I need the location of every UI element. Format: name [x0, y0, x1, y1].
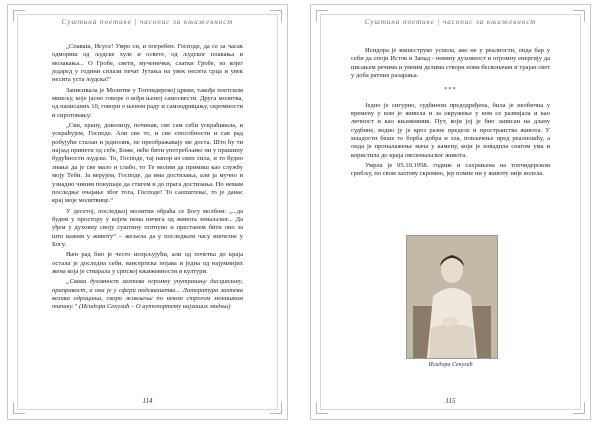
right-page — [310, 4, 591, 420]
page-number: 114 — [142, 397, 153, 405]
page-number: 115 — [445, 397, 456, 405]
left-page — [7, 4, 288, 420]
portrait-illustration — [407, 236, 497, 358]
paragraph: У десетој, последњој молитви обраћа се Богу молбом: „...да будем у простору у којем нема ничега од живота земаљског... Да уђем у духовну своју суштину потпуно и престанем бити оно за што важим у животу“ – жељела да у последњем часу ишчезне у Богу. — [52, 207, 243, 248]
paragraph: Записивала је Молитве у Топчидерској цркви, такође поетском мишљу, које јасно говоре о вођи њеној самосвести. Друга молитва, од написаних 10, говори о њеном раду и самоодрицању, скромности и сиротовању: — [52, 86, 243, 119]
paragraph: Исидора је вишеструко успела, ако не у реалности, онда бар у себи да споји Исток и Запад - невину духовност и огромну енергију да писањем речима и умним делима створи нови бесконачан и трајан свет у доба ратних разарања. — [351, 47, 550, 80]
paragraph: Умрла је 05.10.1958. године и сахрањена на топчидерском гробљу, по свом захтеву скромно, јер помпе ни у животу није волела. — [351, 162, 550, 178]
paragraph: „Спаваш, Исусе! Умро си, и погребен. Господе, да се за часак одмориш од људске хуле и освете, од људског плакања и молакања... О Гробе, свети, мученички, слатки Гробе, из којег једаред у години силази печат Јутања на увек несита срца и увек несита уста људска!“ — [52, 43, 243, 84]
quote-paragraph: „Свака духовност захтева огромну унутрашњу дисциплину, приправост, а она је у сфери подсвихштва... Литература захтева велика одрицања, скоро живљење по неком строгом монашком типику.“ (Исидора Секулић – О аутопортету најзаших модњи) — [52, 278, 243, 311]
right-page-text — [351, 47, 550, 179]
paragraph: „Сви, храну, доколицу, починак, све сам себи ускраћивала, и ускраћујем, Господе. Али све то, и све способности и сав рад робујући сталан и једнолик, не преображавају ме доста. Што ћу ти најзад принети од себе, Боже, неће бити употребљиво ни у прашину будућности људске. То, Господе, тај напор из свих сила, и то будно знање да је све мало и слабо, то Те молим да примиш као службу моју Теби. Ја верујем, Господе, да има достизања, али ја мучно и узнадно чиним покушаје да стигем и до прага достизања. Но немам последње очајање због тога, Господе! То саопштење, то је данас крај моје молитвице.“ — [52, 122, 243, 205]
portrait-photo — [406, 235, 498, 359]
left-page-text — [52, 43, 243, 312]
photo-caption: Исидора Секулић — [428, 362, 473, 368]
paragraph: Једно је сигурно, судбином предодређена, била је необична у времену у ком је живела и за окружење у ком се развијала и као личност и као књижевник. Пут, који јој је био записан на длану судбине, водио ју је кроз разне пределе и пространства живота. У младости беше то борба добра и зла, повлачење пред реалношћу, а онда је проналажење мача у камену, који је извадила снагом ума и користила до краја овоземаљског живота. — [351, 101, 550, 159]
running-header: Суштина поетике | часопис за књижевност — [364, 18, 537, 26]
paragraph: Њен рад био је често испрљујући, али од почетка до краја остала је доследна себи, вансерпска појава и једна од најумнијих жена која је стварала у српској књижевности и култури. — [52, 251, 243, 275]
running-header: Суштина поетике | часопис за књижевност — [61, 18, 234, 26]
section-separator: *** — [444, 86, 457, 94]
